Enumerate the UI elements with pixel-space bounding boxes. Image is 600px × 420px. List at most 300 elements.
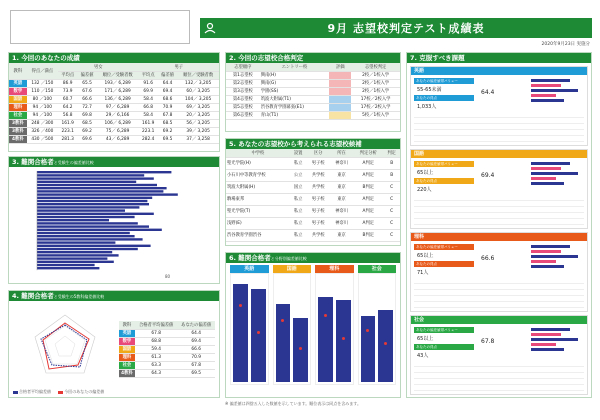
issue-table-row [414, 386, 584, 391]
result-subject: 理科 [9, 103, 27, 111]
issue-block [410, 232, 588, 312]
cand-header-place: 所在 [330, 149, 353, 157]
issue-table-row [414, 131, 584, 136]
judge-header-order: 志望順序 [226, 63, 260, 71]
candidate-mark: C [383, 205, 400, 217]
result-rank2: 132／ 3,205 [177, 79, 219, 87]
result-rank1: 29／ 6,166 [97, 111, 139, 119]
candidate-type: 国立 [290, 181, 307, 193]
candidate-place: 神奈川 [330, 205, 353, 217]
issue-table-row [414, 362, 584, 367]
result-rank2: 60／ 3,205 [177, 87, 219, 95]
issue-mini-bar [531, 94, 556, 97]
result-dev1: 68.5 [77, 119, 96, 127]
result-rank1: 171／ 6,289 [97, 87, 139, 95]
result-score: 132 ／150 [27, 79, 58, 87]
field-columns [226, 263, 400, 387]
logo-icon [200, 18, 220, 38]
deviation-bar [37, 206, 139, 208]
field-bar-area [315, 273, 354, 385]
header-dev-boys: 偏差値 [158, 71, 177, 79]
result-row [9, 103, 219, 111]
issue-table-row [414, 303, 584, 308]
header-rank-boys: 順位／受験者数 [177, 71, 219, 79]
section-field-title [226, 253, 400, 263]
issue-table-row [414, 113, 584, 118]
issue-mini-bar [531, 348, 564, 351]
result-row [9, 95, 219, 103]
page-title: 9月 志望校判定テスト成績表 [327, 22, 485, 35]
deviation-bar [37, 254, 119, 256]
radar-subject: 英語 [119, 329, 135, 337]
result-avg1: 56.8 [58, 111, 77, 119]
deviation-bar [37, 222, 138, 224]
result-score: 248 ／300 [27, 119, 58, 127]
candidate-school: 駒場東邦 [226, 193, 290, 205]
candidate-analysis: B判定 [353, 181, 383, 193]
issue-value-1: 65以上 [417, 336, 434, 342]
candidate-gender: 共学校 [306, 169, 329, 181]
issue-mini-bar [531, 172, 578, 175]
deviation-bar [37, 241, 115, 243]
radar-b: 69.5 [177, 369, 215, 377]
judgement-row [226, 79, 400, 87]
deviation-bar [37, 229, 162, 231]
candidate-mark: C [383, 229, 400, 241]
candidate-school: 聖光学院(H) [226, 157, 290, 169]
result-rank1: 43／ 6,289 [97, 135, 139, 143]
result-score: 326 ／400 [27, 127, 58, 135]
issue-table-row [414, 279, 584, 284]
issue-deviation: 64.4 [481, 89, 495, 96]
radar-chart [15, 305, 115, 389]
cand-header-gender: 区分 [306, 149, 329, 157]
result-avg2: 223.1 [139, 127, 158, 135]
candidate-mark: B [383, 157, 400, 169]
section-issues-title: 7. 克服すべき課題 [407, 53, 591, 63]
candidate-type: 私立 [290, 157, 307, 169]
section-candidates [225, 138, 401, 246]
deviation-bar [37, 238, 143, 240]
radar-b: 67.8 [177, 361, 215, 369]
result-avg2: 282.4 [139, 135, 158, 143]
radar-a: 61.3 [135, 353, 178, 361]
result-rank2: 39／ 3,205 [177, 127, 219, 135]
section-candidates-title: 5. あなたの志望校から考えられる志望校候補 [226, 139, 400, 149]
issue-mini-bar [531, 89, 578, 92]
issue-value-2: 43人 [417, 353, 429, 359]
judgement-grade [329, 111, 351, 119]
deviation-bar [37, 174, 144, 176]
field-column [230, 265, 269, 385]
issue-deviation: 67.8 [481, 338, 495, 345]
candidate-mark: C [383, 193, 400, 205]
deviation-bar [37, 248, 138, 250]
header-dev-all: 偏差値 [77, 71, 96, 79]
issue-blocks [407, 66, 591, 395]
candidate-gender: 男子校 [306, 193, 329, 205]
issue-mini-bar [531, 79, 570, 82]
result-rank2: 104／ 3,205 [177, 95, 219, 103]
result-row [9, 119, 219, 127]
cand-header-type: 設置 [290, 149, 307, 157]
field-bar [378, 310, 393, 382]
candidate-analysis: A判定 [353, 157, 383, 169]
issue-mini-bar [531, 99, 564, 102]
s3-title-small: と受験生の偏差値比較 [53, 160, 94, 165]
result-rank1: 75／ 6,289 [97, 127, 139, 135]
judgement-grade [329, 71, 351, 79]
result-score: 94 ／100 [27, 103, 58, 111]
deviation-bar [37, 187, 167, 189]
results-table [9, 63, 219, 144]
issue-value-1: 65以上 [417, 170, 434, 176]
judgement-school: 興南(G) [260, 79, 330, 87]
s4-title-small: と受験生の5教科偏差値比較 [53, 294, 105, 299]
result-row [9, 79, 219, 87]
result-avg1: 73.9 [58, 87, 77, 95]
judgement-judge: 2校／1校入学 [351, 87, 400, 95]
field-bar-area [230, 273, 269, 385]
candidate-type: 私立 [290, 193, 307, 205]
result-dev2: 70.9 [158, 103, 177, 111]
field-bar-area [273, 273, 312, 385]
field-column [358, 265, 397, 385]
issue-mini-bar [531, 162, 570, 165]
judgement-school: 青山(T1) [260, 111, 330, 119]
issue-value-1: 65以上 [417, 253, 434, 259]
radar-subject: 国語 [119, 345, 135, 353]
candidate-school: 筑波大附属(H) [226, 181, 290, 193]
your-score-dot [239, 304, 242, 307]
candidate-place: 東京 [330, 181, 353, 193]
field-column-title: 国語 [273, 265, 312, 273]
deviation-bar [37, 171, 171, 173]
judgement-grade [329, 79, 351, 87]
judgement-row [226, 95, 400, 103]
judgement-school: 筑波大附属(T1) [260, 95, 330, 103]
judgement-judge: 2校／1校入学 [351, 71, 400, 79]
radar-subject: 4教科 [119, 369, 135, 377]
radar-row [119, 369, 215, 377]
issue-block [410, 149, 588, 229]
radar-a: 67.8 [135, 329, 178, 337]
candidate-place: 東京 [330, 229, 353, 241]
s6-title: 6. 難関合格者 [229, 254, 271, 262]
judgement-row [226, 87, 400, 95]
result-dev1: 67.6 [77, 87, 96, 95]
result-rank1: 106／ 6,289 [97, 119, 139, 127]
deviation-bar [37, 209, 125, 211]
legend-you-label: 今回のあなたの偏差値 [64, 389, 105, 394]
issue-table-row [414, 196, 584, 201]
result-dev2: 69.5 [158, 135, 177, 143]
result-subject: 3教科 [9, 127, 27, 135]
deviation-bar [37, 245, 151, 247]
issue-block-title: 理科 [411, 233, 587, 241]
deviation-bar [37, 264, 95, 266]
result-score: 430 ／500 [27, 135, 58, 143]
deviation-bar [37, 232, 130, 234]
issue-label-2: あなたの得点 [414, 178, 474, 184]
title-bar [200, 18, 592, 38]
result-avg2: 69.9 [139, 87, 158, 95]
header-all: 男女 [58, 63, 138, 71]
judgement-row [226, 111, 400, 119]
deviation-bar [37, 200, 147, 202]
issue-label-2: あなたの得点 [414, 261, 474, 267]
result-dev2: 69.2 [158, 127, 177, 135]
result-dev2: 69.4 [158, 87, 177, 95]
candidate-mark: C [383, 217, 400, 229]
deviation-bar [37, 177, 154, 179]
issue-label-2: あなたの得点 [414, 344, 474, 350]
judgement-grade [329, 87, 351, 95]
result-rank2: 37／ 3,258 [177, 135, 219, 143]
result-rank1: 97／ 6,289 [97, 103, 139, 111]
axis-tick-label: 80 [165, 274, 171, 280]
candidate-row [226, 217, 400, 229]
radar-legend [13, 389, 104, 395]
issue-block [410, 315, 588, 395]
field-bar [361, 316, 376, 382]
issue-mini-bar [531, 255, 578, 258]
judgement-order: 第4志望校 [226, 95, 260, 103]
deviation-bar [37, 257, 107, 259]
section-issues [406, 52, 592, 398]
radar-subject: 社会 [119, 361, 135, 369]
your-score-dot [324, 314, 327, 317]
candidate-school: 聖光学院(T) [226, 205, 290, 217]
candidate-analysis: A判定 [353, 217, 383, 229]
candidate-gender: 共学校 [306, 181, 329, 193]
header-avg-all: 平均点 [58, 71, 77, 79]
judgement-judge: 5校／1校入学 [351, 111, 400, 119]
result-score: 80 ／100 [27, 95, 58, 103]
field-bar [336, 300, 351, 382]
issue-table-row [414, 119, 584, 124]
radar-header-you: あなたの偏差値 [177, 321, 215, 329]
candidate-school: 渋谷教育学園渋谷 [226, 229, 290, 241]
field-bar [276, 304, 291, 382]
radar-row [119, 361, 215, 369]
candidate-school: 浅野(E) [226, 217, 290, 229]
result-avg2: 66.8 [139, 103, 158, 111]
field-bar [233, 284, 248, 382]
result-score: 94 ／100 [27, 111, 58, 119]
your-score-dot [384, 342, 387, 345]
candidate-type: 私立 [290, 217, 307, 229]
candidate-mark: C [383, 181, 400, 193]
judgement-order: 第6志望校 [226, 111, 260, 119]
issue-deviation: 66.6 [481, 255, 495, 262]
result-avg1: 60.7 [58, 95, 77, 103]
judgement-order: 第5志望校 [226, 103, 260, 111]
judgement-order: 第1志望校 [226, 71, 260, 79]
section-judgement [225, 52, 401, 132]
section-results [8, 52, 220, 152]
judgement-judge: 17校／2校入学 [351, 95, 400, 103]
header-boys: 男子 [139, 63, 220, 71]
result-row [9, 135, 219, 143]
radar-header-subject: 教科 [119, 321, 135, 329]
issue-mini-bar [531, 167, 561, 170]
radar-a: 63.3 [135, 361, 178, 369]
issue-mini-bar [531, 245, 570, 248]
result-dev1: 69.8 [77, 111, 96, 119]
judgement-school: 興南(H) [260, 71, 330, 79]
issue-block-title: 英語 [411, 67, 587, 75]
s6-title-small: と分野別偏差値比較 [270, 256, 307, 261]
issue-label-1: あなたの偏差値帯バリュー [414, 161, 474, 167]
judgement-school: 学園(SS) [260, 87, 330, 95]
judgement-judge: 2校／1校入学 [351, 79, 400, 87]
result-subject: 3教科 [9, 119, 27, 127]
legend-pass-label: 合格者平均偏差値 [19, 389, 51, 394]
issue-mini-bar [531, 333, 561, 336]
your-score-dot [257, 331, 260, 334]
result-subject: 英語 [9, 79, 27, 87]
section-judgement-title: 2. 今回の志望校合格判定 [226, 53, 400, 63]
issue-table-row [414, 380, 584, 385]
section-field [225, 252, 401, 398]
issue-table-row [414, 202, 584, 207]
candidate-gender: 男子校 [306, 205, 329, 217]
issue-table-row [414, 368, 584, 373]
candidates-table [226, 149, 400, 242]
field-column-title: 理科 [315, 265, 354, 273]
issue-label-2: あなたの得点 [414, 95, 474, 101]
candidate-analysis: A判定 [353, 193, 383, 205]
radar-table [119, 321, 215, 378]
issue-value-1: 55-65未満 [417, 87, 442, 93]
field-bar [293, 318, 308, 382]
radar-header-pass: 合格者平均偏差値 [135, 321, 178, 329]
result-avg1: 223.1 [58, 127, 77, 135]
deviation-bar [37, 197, 152, 199]
issue-block [410, 66, 588, 146]
deviation-bar [37, 225, 149, 227]
your-score-dot [366, 329, 369, 332]
radar-row [119, 337, 215, 345]
result-row [9, 111, 219, 119]
issue-value-2: 71人 [417, 270, 429, 276]
result-avg1: 281.3 [58, 135, 77, 143]
issue-value-2: 220人 [417, 187, 432, 193]
result-avg2: 58.4 [139, 95, 158, 103]
issue-mini-bar [531, 250, 561, 253]
cand-header-mark: 判定 [383, 149, 400, 157]
field-bar-area [358, 273, 397, 385]
result-subject: 数学 [9, 87, 27, 95]
result-subject: 国語 [9, 95, 27, 103]
issue-table-row [414, 374, 584, 379]
judgement-judge: 17校／2校入学 [351, 103, 400, 111]
candidate-analysis: B判定 [353, 229, 383, 241]
issue-table-row [414, 214, 584, 219]
radar-row [119, 345, 215, 353]
candidate-type: 私立 [290, 229, 307, 241]
issue-table-row [414, 220, 584, 225]
field-column [315, 265, 354, 385]
field-bar [251, 289, 266, 382]
judgement-school: 渋谷教育学園幕張(E1) [260, 103, 330, 111]
candidate-row [226, 229, 400, 241]
footnote: ※ 偏差値は四捨五入した数値を示しています。順位表示は同点を含みます。 [225, 401, 361, 406]
issue-table-row [414, 291, 584, 296]
issue-mini-bar [531, 260, 556, 263]
deviation-bar [37, 203, 149, 205]
deviation-bar [37, 181, 136, 183]
result-dev1: 65.5 [77, 79, 96, 87]
deviation-bar [37, 216, 135, 218]
candidate-type: 公立 [290, 169, 307, 181]
candidate-place: 東京 [330, 169, 353, 181]
result-dev1: 72.7 [77, 103, 96, 111]
header-avg-boys: 平均点 [139, 71, 158, 79]
issue-table-row [414, 297, 584, 302]
radar-row [119, 329, 215, 337]
issue-mini-bar [531, 265, 564, 268]
issue-block-title: 社会 [411, 316, 587, 324]
judgement-order: 第2志望校 [226, 79, 260, 87]
radar-b: 64.4 [177, 329, 215, 337]
issue-mini-bar [531, 338, 578, 341]
radar-a: 59.4 [135, 345, 178, 353]
issue-label-1: あなたの偏差値帯バリュー [414, 244, 474, 250]
legend-you-swatch [58, 391, 63, 394]
candidate-mark: B [383, 169, 400, 181]
header-subject: 教科 [9, 63, 27, 79]
deviation-bar [37, 219, 109, 221]
candidate-row [226, 205, 400, 217]
issue-mini-bar [531, 343, 556, 346]
candidate-place: 神奈川 [330, 217, 353, 229]
radar-row [119, 353, 215, 361]
radar-subject: 数学 [119, 337, 135, 345]
result-rank2: 56／ 3,205 [177, 119, 219, 127]
radar-a: 64.3 [135, 369, 178, 377]
result-dev2: 68.6 [158, 95, 177, 103]
header-rank-all: 順位／受験者数 [97, 71, 139, 79]
candidate-row [226, 157, 400, 169]
result-dev1: 69.6 [77, 135, 96, 143]
deviation-bar [37, 251, 112, 253]
result-dev2: 64.4 [158, 79, 177, 87]
issue-value-2: 1,033人 [417, 104, 437, 110]
s3-title: 3. 難関合格者 [12, 158, 54, 166]
deviation-bar [37, 190, 163, 192]
deviation-bar [37, 235, 135, 237]
section-radar-title [9, 291, 219, 301]
judgement-row [226, 103, 400, 111]
issue-table-row [414, 125, 584, 130]
result-avg2: 58.4 [139, 111, 158, 119]
result-row [9, 127, 219, 135]
test-date: 2020年9月23日 実施分 [541, 42, 590, 47]
result-dev1: 69.2 [77, 127, 96, 135]
s4-title: 4. 難関合格者 [12, 292, 54, 300]
deviation-bar [37, 261, 114, 263]
candidate-row [226, 193, 400, 205]
issue-table-row [414, 208, 584, 213]
result-dev2: 67.8 [158, 111, 177, 119]
deviation-bar [37, 267, 99, 269]
issue-table-row [414, 137, 584, 142]
section-compare-title [9, 157, 219, 167]
your-score-dot [342, 337, 345, 340]
field-column-title: 社会 [358, 265, 397, 273]
